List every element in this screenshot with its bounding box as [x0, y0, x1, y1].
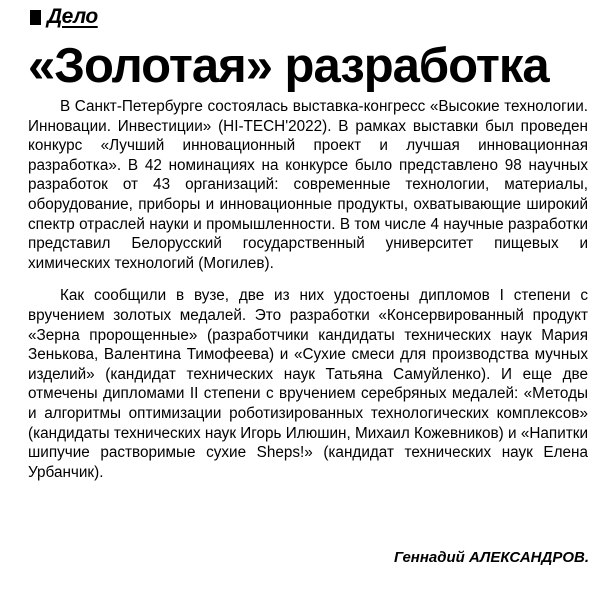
- article-body: [28, 97, 588, 482]
- square-bullet-icon: [30, 10, 41, 25]
- article-author: Геннадий АЛЕКСАНДРОВ.: [393, 549, 589, 566]
- section-rubric: [30, 4, 98, 30]
- rubric-label: Дело: [47, 5, 98, 28]
- article-headline: «Золотая» разработка: [28, 39, 549, 93]
- article-paragraph-2: Как сообщили в вузе, две из них удостоены дипломов I степени с вручением золотых медалей. Это разработки «Консервированный продукт «Зерна пророщенные» (разработчики кандидаты технических наук Мария Зенькова, Валентина Тимофеева) и «Сухие смеси для производства мучных изделий» (кандидат технических наук Татьяна Самуйленко). И еще две отмечены дипломами II степени с вручением серебряных медалей: «Методы и алгоритмы оптимизации роботизированных технологических комплексов» (кандидаты технических наук Игорь Илюшин, Михаил Кожевников) и «Напитки шипучие растворимые сухие Sheps!» (кандидат технических наук Елена Урбанчик).: [28, 287, 588, 481]
- article-paragraph-1: В Санкт-Петербурге состоялась выставка-конгресс «Высокие технологии. Инновации. Инвестиции» (HI-TECH'2022). В рамках выставки был проведен конкурс «Лучший инновационный проект и лучшая инновационная разработка». В 42 номинациях на конкурсе было представлено 98 научных разработок от 43 организаций: современные технологии, материалы, оборудование, приборы и инновационные продукты, охватывающие широкий спектр отраслей науки и промышленности. В том числе 4 научные разработки представил Белорусский государственный университет пищевых и химических технологий (Могилев).: [28, 98, 588, 272]
